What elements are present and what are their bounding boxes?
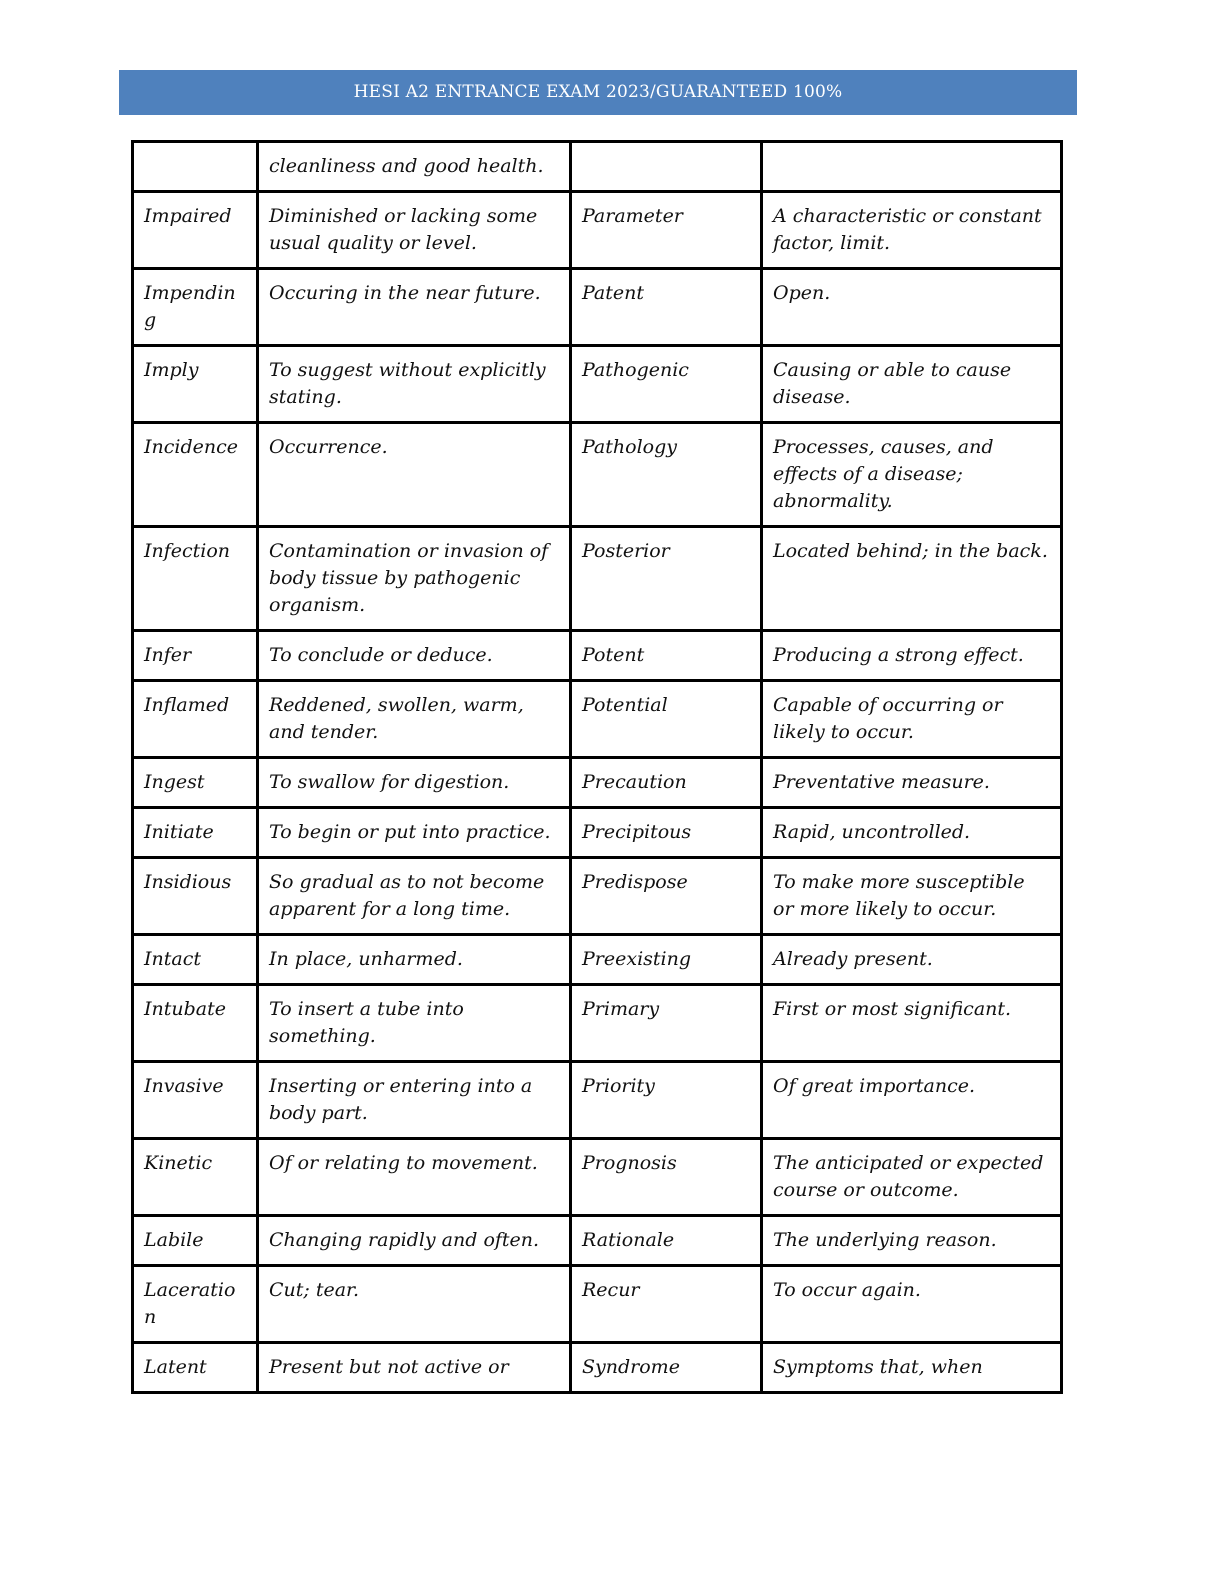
term-cell: Inflamed <box>133 681 258 758</box>
term-cell: Priority <box>571 1062 762 1139</box>
definition-cell: Occurrence. <box>258 423 571 527</box>
term-cell: Parameter <box>571 192 762 269</box>
table-row <box>133 269 1062 346</box>
definition-cell: The anticipated or expected course or outcome. <box>762 1139 1062 1216</box>
definition-cell: Contamination or invasion of body tissue by pathogenic organism. <box>258 527 571 631</box>
table-row <box>133 935 1062 985</box>
term-cell: Impaired <box>133 192 258 269</box>
table-row <box>133 808 1062 858</box>
definition-cell: To suggest without explicitly stating. <box>258 346 571 423</box>
definition-cell: cleanliness and good health. <box>258 142 571 192</box>
table-row <box>133 1062 1062 1139</box>
table-row <box>133 423 1062 527</box>
term-cell: Labile <box>133 1216 258 1266</box>
definition-cell: A characteristic or constant factor, limit. <box>762 192 1062 269</box>
definition-cell: Producing a strong effect. <box>762 631 1062 681</box>
definition-cell: Of or relating to movement. <box>258 1139 571 1216</box>
definition-cell: To swallow for digestion. <box>258 758 571 808</box>
term-cell: Impending <box>133 269 258 346</box>
definition-cell: Reddened, swollen, warm, and tender. <box>258 681 571 758</box>
definition-cell: Already present. <box>762 935 1062 985</box>
term-cell: Rationale <box>571 1216 762 1266</box>
definition-cell: In place, unharmed. <box>258 935 571 985</box>
document-header <box>119 70 1077 115</box>
table-row <box>133 1216 1062 1266</box>
definition-cell: Present but not active or <box>258 1343 571 1393</box>
term-cell: Preexisting <box>571 935 762 985</box>
term-cell: Posterior <box>571 527 762 631</box>
definition-cell: Located behind; in the back. <box>762 527 1062 631</box>
term-cell: Latent <box>133 1343 258 1393</box>
term-cell: Intact <box>133 935 258 985</box>
table-row <box>133 858 1062 935</box>
definition-cell: First or most significant. <box>762 985 1062 1062</box>
term-cell: Prognosis <box>571 1139 762 1216</box>
term-cell: Recur <box>571 1266 762 1343</box>
table-row <box>133 346 1062 423</box>
vocabulary-table-body <box>133 142 1062 1393</box>
definition-cell: Symptoms that, when <box>762 1343 1062 1393</box>
term-cell: Potential <box>571 681 762 758</box>
table-row <box>133 681 1062 758</box>
term-cell: Infection <box>133 527 258 631</box>
definition-cell: Processes, causes, and effects of a disease; abnormality. <box>762 423 1062 527</box>
definition-cell: Causing or able to cause disease. <box>762 346 1062 423</box>
table-row <box>133 758 1062 808</box>
term-cell: Precipitous <box>571 808 762 858</box>
table-row <box>133 527 1062 631</box>
definition-cell: Diminished or lacking some usual quality or level. <box>258 192 571 269</box>
definition-cell: So gradual as to not become apparent for a long time. <box>258 858 571 935</box>
term-cell: Syndrome <box>571 1343 762 1393</box>
definition-cell: Preventative measure. <box>762 758 1062 808</box>
term-cell: Infer <box>133 631 258 681</box>
definition-cell: Of great importance. <box>762 1062 1062 1139</box>
header-title: HESI A2 ENTRANCE EXAM 2023/GUARANTEED 100% <box>353 82 843 102</box>
definition-cell <box>762 142 1062 192</box>
table-row <box>133 631 1062 681</box>
term-cell: Ingest <box>133 758 258 808</box>
definition-cell: Occuring in the near future. <box>258 269 571 346</box>
table-row <box>133 1343 1062 1393</box>
term-cell: Insidious <box>133 858 258 935</box>
definition-cell: To conclude or deduce. <box>258 631 571 681</box>
term-cell: Patent <box>571 269 762 346</box>
term-cell <box>571 142 762 192</box>
definition-cell: Capable of occurring or likely to occur. <box>762 681 1062 758</box>
definition-cell: Open. <box>762 269 1062 346</box>
table-row <box>133 142 1062 192</box>
table-row <box>133 1139 1062 1216</box>
definition-cell: Changing rapidly and often. <box>258 1216 571 1266</box>
definition-cell: To occur again. <box>762 1266 1062 1343</box>
table-row <box>133 985 1062 1062</box>
term-cell: Laceration <box>133 1266 258 1343</box>
definition-cell: Rapid, uncontrolled. <box>762 808 1062 858</box>
definition-cell: Inserting or entering into a body part. <box>258 1062 571 1139</box>
definition-cell: To insert a tube into something. <box>258 985 571 1062</box>
term-cell <box>133 142 258 192</box>
definition-cell: To begin or put into practice. <box>258 808 571 858</box>
term-cell: Pathology <box>571 423 762 527</box>
term-cell: Potent <box>571 631 762 681</box>
term-cell: Imply <box>133 346 258 423</box>
term-cell: Kinetic <box>133 1139 258 1216</box>
term-cell: Intubate <box>133 985 258 1062</box>
term-cell: Invasive <box>133 1062 258 1139</box>
term-cell: Incidence <box>133 423 258 527</box>
vocabulary-table <box>131 140 1063 1394</box>
definition-cell: To make more susceptible or more likely to occur. <box>762 858 1062 935</box>
term-cell: Primary <box>571 985 762 1062</box>
term-cell: Precaution <box>571 758 762 808</box>
term-cell: Predispose <box>571 858 762 935</box>
term-cell: Initiate <box>133 808 258 858</box>
definition-cell: The underlying reason. <box>762 1216 1062 1266</box>
table-row <box>133 192 1062 269</box>
table-row <box>133 1266 1062 1343</box>
definition-cell: Cut; tear. <box>258 1266 571 1343</box>
term-cell: Pathogenic <box>571 346 762 423</box>
